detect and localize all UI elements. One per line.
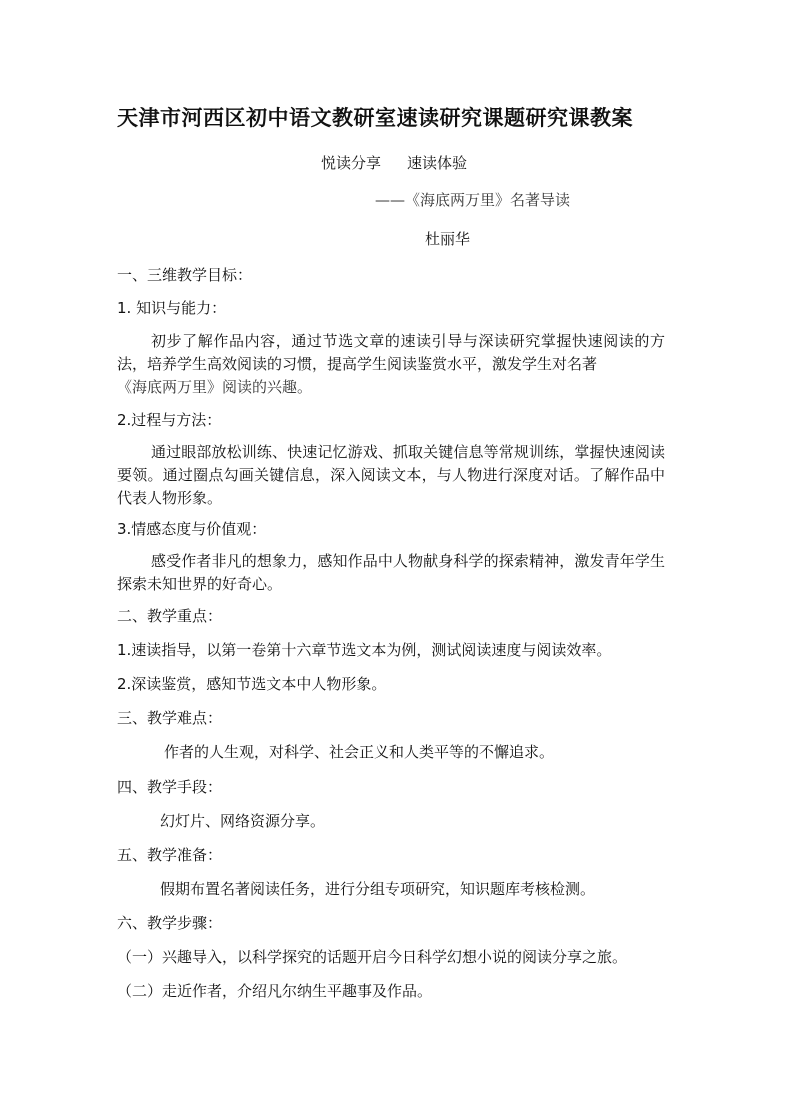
section-heading-steps: 六、教学步骤： xyxy=(117,914,223,932)
document-title: 天津市河西区初中语文教研室速读研究课题研究课教案 xyxy=(117,105,633,130)
subtitle-left: 悦读分享 xyxy=(321,154,382,172)
paragraph-knowledge-ability: 初步了解作品内容，通过节选文章的速读引导与深读研究掌握快速阅读的方法，培养学生高效阅读的习惯，提高学生阅读鉴赏水平，激发学生对名著 xyxy=(117,332,665,373)
section-heading-objectives: 一、三维教学目标： xyxy=(117,266,253,284)
section-heading-means: 四、教学手段： xyxy=(117,778,223,796)
preparation-text: 假期布置名著阅读任务，进行分组专项研究，知识题库考核检测。 xyxy=(160,880,596,898)
subheading-knowledge-ability: 1. 知识与能力： xyxy=(117,299,227,317)
subheading-process-method: 2.过程与方法： xyxy=(117,411,222,429)
subheading-emotion-values: 3.情感态度与价值观： xyxy=(117,520,267,538)
subtitle-dash-line: ——《海底两万里》名著导读 xyxy=(375,191,571,209)
section-heading-difficulties: 三、教学难点： xyxy=(117,709,223,727)
step-item-2: （二）走近作者，介绍凡尔纳生平趣事及作品。 xyxy=(117,982,433,1000)
subtitle-right: 速读体验 xyxy=(407,154,468,172)
key-point-item-1: 1.速读指导，以第一卷第十六章节选文本为例，测试阅读速度与阅读效率。 xyxy=(117,641,612,659)
section-heading-key-points: 二、教学重点： xyxy=(117,607,223,625)
section-heading-preparation: 五、教学准备： xyxy=(117,846,223,864)
difficulty-text: 作者的人生观，对科学、社会正义和人类平等的不懈追求。 xyxy=(164,743,555,761)
key-point-item-2: 2.深读鉴赏，感知节选文本中人物形象。 xyxy=(117,675,387,693)
step-item-1: （一）兴趣导入，以科学探究的话题开启今日科学幻想小说的阅读分享之旅。 xyxy=(117,948,628,966)
paragraph-knowledge-ability-tail: 《海底两万里》阅读的兴趣。 xyxy=(117,378,313,396)
paragraph-emotion-values: 感受作者非凡的想象力，感知作品中人物献身科学的探索精神，激发青年学生探索未知世界的好奇心。 xyxy=(117,552,665,593)
author-name: 杜丽华 xyxy=(425,230,471,248)
paragraph-process-method: 通过眼部放松训练、快速记忆游戏、抓取关键信息等常规训练，掌握快速阅读要领。通过圈点勾画关键信息，深入阅读文本，与人物进行深度对话。了解作品中代表人物形象。 xyxy=(117,443,665,507)
means-text: 幻灯片、网络资源分享。 xyxy=(160,812,326,830)
